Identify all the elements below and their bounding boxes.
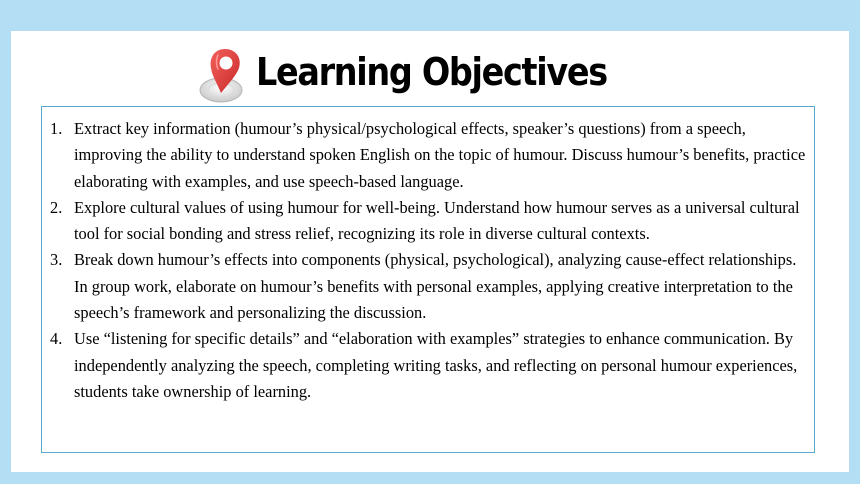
- objective-item-2: [42, 195, 814, 248]
- objective-text: Extract key information (humour’s physical/psychological effects, speaker’s questions) from a speech, improving the ability to understand spoken English on the topic of humour. Discuss humour’s benefits, practice elaborating with examples, and use speech-based language.: [74, 119, 806, 191]
- objective-number: 1.: [50, 119, 63, 138]
- objective-text: Break down humour’s effects into components (physical, psychological), analyzing cause-effect relationships. In group work, elaborate on humour’s benefits with personal examples, applying creative interpretation to the speech’s framework and personalizing the discussion.: [74, 250, 797, 323]
- objective-item-4: [42, 326, 814, 405]
- objective-number: 2.: [50, 197, 63, 217]
- location-pin-icon: [196, 45, 252, 105]
- objective-text: Explore cultural values of using humour for well-being. Understand how humour serves as a universal cultural tool for social bonding and stress relief, recognizing its role in diverse cultural contexts.: [74, 197, 800, 244]
- objectives-box: [41, 106, 815, 453]
- objective-item-1: [42, 116, 814, 195]
- objective-item-3: [42, 247, 814, 326]
- objectives-list: [42, 107, 814, 405]
- objective-number: 4.: [50, 329, 63, 349]
- objective-number: 3.: [50, 250, 63, 270]
- objective-text: Use “listening for specific details” and “elaboration with examples” strategies to enhance communication. By independently analyzing the speech, completing writing tasks, and reflecting on personal humour experiences, students take ownership of learning.: [74, 329, 798, 401]
- page-title: Learning Objectives: [256, 50, 607, 94]
